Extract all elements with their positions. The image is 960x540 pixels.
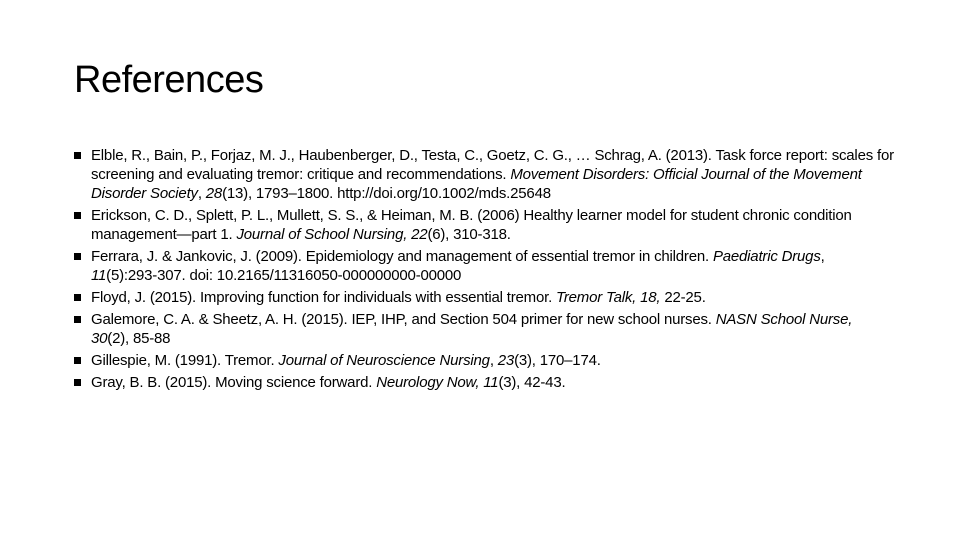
reference-italic-text: Tremor Talk, 18, <box>556 289 661 306</box>
square-bullet-icon <box>74 152 81 159</box>
reference-item <box>74 310 894 348</box>
reference-text: Floyd, J. (2015). Improving function for individuals with essential tremor. <box>91 289 557 306</box>
square-bullet-icon <box>74 294 81 301</box>
square-bullet-icon <box>74 379 81 386</box>
reference-item <box>74 206 894 244</box>
reference-item <box>74 373 894 392</box>
page-title: References <box>74 59 264 101</box>
reference-text: , <box>197 185 206 202</box>
square-bullet-icon <box>74 316 81 323</box>
reference-italic-text: NASN School Nurse, 30 <box>91 311 853 347</box>
square-bullet-icon <box>74 212 81 219</box>
reference-text: Galemore, C. A. & Sheetz, A. H. (2015). IEP, IHP, and Section 504 primer for new school nurses. <box>91 311 716 328</box>
reference-item <box>74 146 894 203</box>
reference-italic-text: 23 <box>497 352 515 369</box>
square-bullet-icon <box>74 357 81 364</box>
reference-text: (6), 310-318. <box>427 226 511 243</box>
reference-italic-text: Neurology Now, 11 <box>376 374 499 391</box>
reference-item <box>74 288 894 307</box>
reference-italic-text: 28 <box>205 185 223 202</box>
reference-text: Erickson, C. D., Splett, P. L., Mullett, S. S., & Heiman, M. B. (2006) Healthy learner model for student chronic condition management—part 1. <box>91 207 852 243</box>
square-bullet-icon <box>74 253 81 260</box>
reference-text: Gray, B. B. (2015). Moving science forward. <box>91 374 377 391</box>
reference-text: (3), 170–174. <box>514 352 601 369</box>
reference-text: (13), 1793–1800. http://doi.org/10.1002/mds.25648 <box>222 185 551 202</box>
reference-text: Gillespie, M. (1991). Tremor. <box>91 352 279 369</box>
reference-text: (5):293-307. doi: 10.2165/11316050-000000000-00000 <box>106 267 462 284</box>
reference-italic-text: Paediatric Drugs <box>712 248 821 265</box>
reference-item <box>74 247 894 285</box>
reference-text: , <box>489 352 498 369</box>
reference-text: Ferrara, J. & Jankovic, J. (2009). Epidemiology and management of essential tremor in children. <box>91 248 713 265</box>
reference-italic-text: Movement Disorders: Official Journal of the Movement Disorder Society <box>91 166 862 202</box>
reference-item <box>74 351 894 370</box>
reference-text: (3), 42-43. <box>498 374 566 391</box>
reference-list <box>74 146 894 395</box>
reference-text: , <box>820 248 825 265</box>
reference-italic-text: 11 <box>91 267 107 284</box>
reference-text: (2), 85-88 <box>107 330 171 347</box>
reference-italic-text: Journal of Neuroscience Nursing <box>278 352 490 369</box>
reference-text: Elble, R., Bain, P., Forjaz, M. J., Haubenberger, D., Testa, C., Goetz, C. G., … Schrag, A. (2013). Task force report: scales for screening and evaluating tremor: critique and recommendations. <box>91 147 894 183</box>
reference-text: 22-25. <box>660 289 706 306</box>
reference-italic-text: Journal of School Nursing, 22 <box>236 226 428 243</box>
